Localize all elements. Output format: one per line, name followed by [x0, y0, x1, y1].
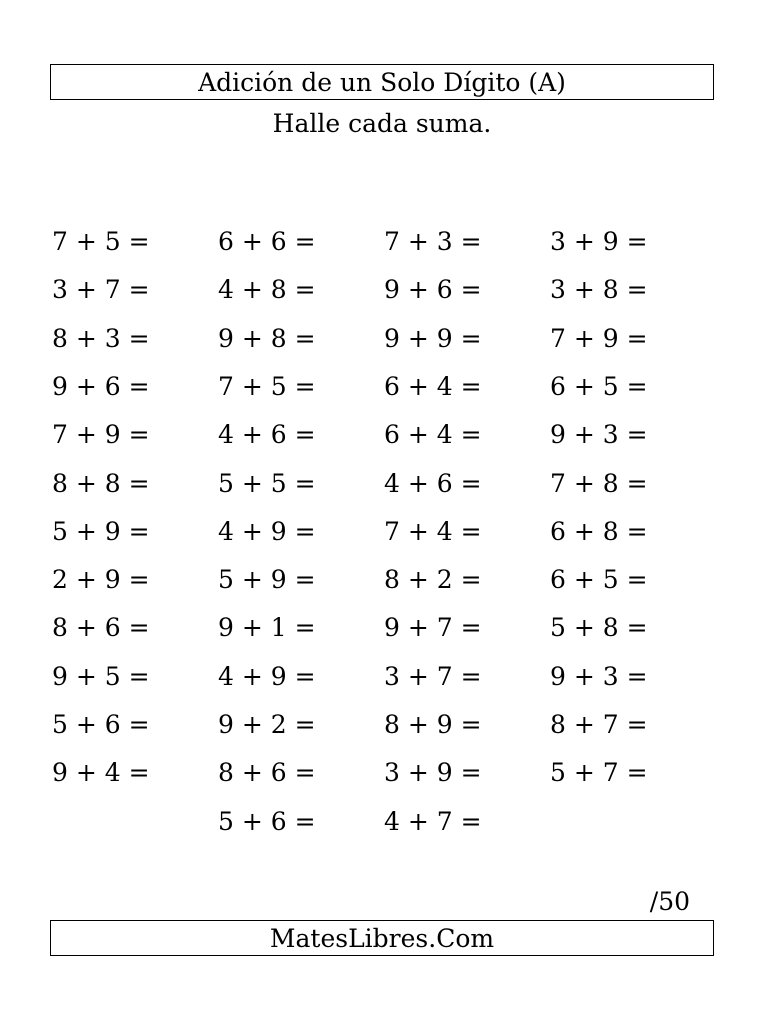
problem-item: 2 + 9 = [52, 565, 150, 595]
problem-item: 9 + 4 = [52, 758, 150, 788]
problem-item: 5 + 7 = [550, 758, 648, 788]
problem-item: 3 + 7 = [384, 661, 482, 691]
problem-item: 6 + 6 = [218, 227, 316, 256]
problem-item: 7 + 5 = [52, 227, 150, 256]
problem-item: 6 + 5 = [550, 565, 648, 595]
problem-item: 9 + 9 = [384, 323, 482, 353]
worksheet-instructions: Halle cada suma. [272, 109, 492, 138]
problem-item: 9 + 1 = [218, 613, 316, 643]
problem-item: 4 + 6 = [384, 468, 482, 498]
problem-item: 8 + 6 = [52, 613, 150, 643]
problems-grid [52, 222, 716, 852]
problem-item: 7 + 3 = [384, 227, 482, 256]
problem-item: 6 + 4 = [384, 371, 482, 401]
problem-item: 8 + 7 = [550, 710, 648, 739]
problem-item: 5 + 9 = [218, 565, 316, 595]
problem-item: 5 + 6 = [52, 710, 150, 739]
problem-item: 9 + 7 = [384, 613, 482, 643]
problem-item: 9 + 5 = [52, 661, 150, 691]
problem-item: 9 + 6 = [384, 275, 482, 305]
problem-item: 3 + 8 = [550, 275, 648, 305]
problem-item: 9 + 3 = [550, 420, 648, 450]
problem-item: 4 + 9 = [218, 661, 316, 691]
problem-item: 9 + 6 = [52, 371, 150, 401]
worksheet-title-box [50, 64, 714, 100]
problem-item: 9 + 3 = [550, 661, 648, 691]
problem-item: 4 + 6 = [218, 420, 316, 450]
problem-item: 3 + 7 = [52, 275, 150, 305]
problem-item: 7 + 8 = [550, 468, 648, 498]
problem-item: 8 + 9 = [384, 710, 482, 739]
worksheet-title: Adición de un Solo Dígito (A) [198, 67, 566, 97]
problem-item: 6 + 8 = [550, 516, 648, 546]
problem-item: 6 + 4 = [384, 420, 482, 450]
problem-item: 9 + 2 = [218, 710, 316, 739]
problem-item: 8 + 6 = [218, 758, 316, 788]
problem-item: 5 + 8 = [550, 613, 648, 643]
problem-item: 7 + 5 = [218, 371, 316, 401]
problem-item: 4 + 7 = [384, 806, 482, 836]
problem-item: 5 + 5 = [218, 468, 316, 498]
problem-item: 8 + 3 = [52, 323, 150, 353]
problem-item: 7 + 9 = [52, 420, 150, 450]
problem-item: 3 + 9 = [384, 758, 482, 788]
problem-item: 5 + 9 = [52, 516, 150, 546]
footer-box [50, 920, 714, 956]
problem-item: 7 + 4 = [384, 516, 482, 546]
problem-item: 8 + 2 = [384, 565, 482, 595]
problem-item: 3 + 9 = [550, 227, 648, 256]
problem-item: 4 + 8 = [218, 275, 316, 305]
footer-site-name: MatesLibres.Com [269, 923, 495, 953]
problem-item: 8 + 8 = [52, 468, 150, 498]
problem-item: 7 + 9 = [550, 323, 648, 353]
problem-item: 5 + 6 = [218, 806, 316, 836]
problem-item: 6 + 5 = [550, 371, 648, 401]
problem-item: 4 + 9 = [218, 516, 316, 546]
problem-item: 9 + 8 = [218, 323, 316, 353]
score-total: /50 [649, 887, 690, 916]
